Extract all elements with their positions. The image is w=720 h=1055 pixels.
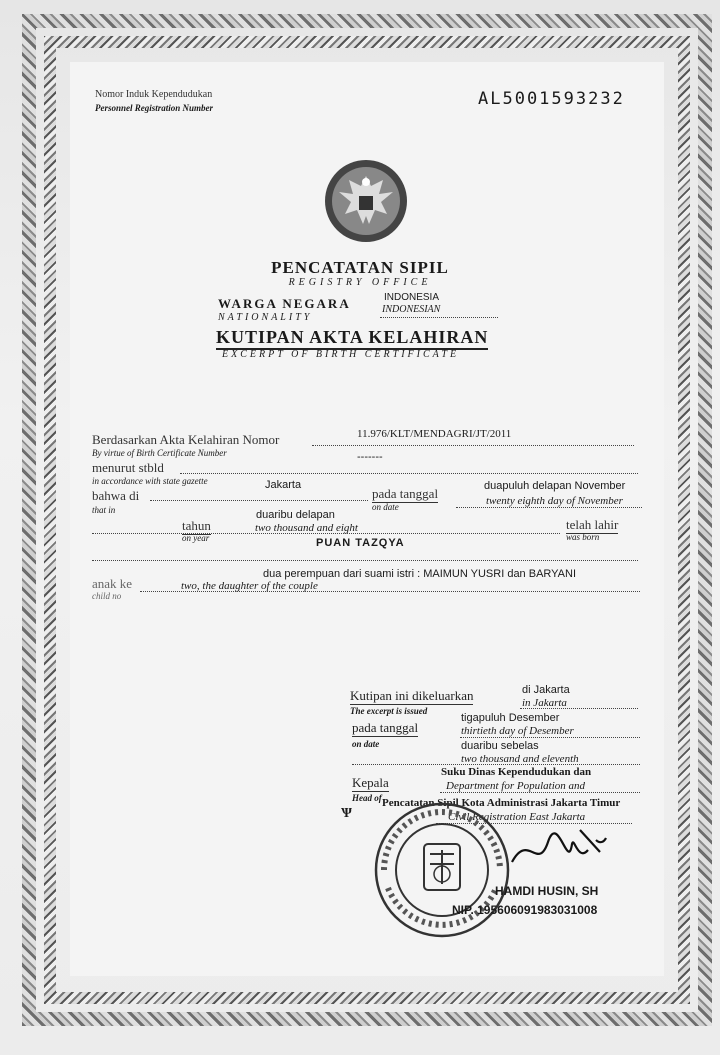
cert-number-value: 11.976/KLT/MENDAGRI/JT/2011 <box>357 428 512 440</box>
stbld-value: ------- <box>357 451 383 463</box>
official-name: HAMDI HUSIN, SH <box>495 884 599 898</box>
head-label-en: Head of <box>352 793 382 803</box>
child-order-value-en: two, the daughter of the couple <box>181 580 318 592</box>
office-title: PENCATATAN SIPIL <box>271 258 449 277</box>
official-seal-icon <box>372 800 512 945</box>
office-line-2: Pencatatan Sipil Kota Administrasi Jakarta Timur <box>382 797 621 809</box>
issue-date-line1-en: thirtieth day of Desember <box>461 725 574 737</box>
cert-number-label-en: By virtue of Birth Certificate Number <box>92 448 227 458</box>
issued-place: di Jakarta <box>522 684 570 696</box>
child-name: PUAN TAZQYA <box>316 537 405 549</box>
issue-date-label: pada tanggal <box>352 720 419 735</box>
registration-label-en: Personnel Registration Number <box>95 103 214 113</box>
child-order-value: dua perempuan dari suami istri : MAIMUN YUSRI dan BARYANI <box>263 568 577 580</box>
cert-number-dots <box>312 445 634 446</box>
nationality-dots <box>380 317 498 318</box>
place-value: Jakarta <box>265 479 302 491</box>
year-label-en: on year <box>182 533 210 543</box>
issue-date-line2-en: two thousand and eleventh <box>461 753 579 765</box>
year-label: tahun <box>182 518 211 533</box>
year-dots <box>92 533 560 534</box>
issued-place-en: in Jakarta <box>522 697 567 709</box>
issue-date-line2: duaribu sebelas <box>461 740 539 752</box>
child-order-label-en: child no <box>92 591 122 601</box>
stbld-dots <box>180 473 638 474</box>
year-value: duaribu delapan <box>256 509 335 521</box>
issue-date-label-en: on date <box>352 739 380 749</box>
initials-mark: Ѱ <box>341 806 352 821</box>
child-order-dots <box>140 591 640 592</box>
official-nip: NIP. 195606091983031008 <box>452 903 598 917</box>
office-title-en: REGISTRY OFFICE <box>288 277 432 288</box>
place-label-en: that in <box>92 505 116 515</box>
garuda-emblem-icon <box>323 158 409 249</box>
place-label: bahwa di <box>92 488 140 503</box>
name-dots <box>92 560 638 561</box>
head-label: Kepala <box>352 775 389 790</box>
date-value-en: twenty eighth day of November <box>486 495 623 507</box>
stbld-label: menurut stbld <box>92 460 164 475</box>
document-title-en: EXCERPT OF BIRTH CERTIFICATE <box>222 349 460 360</box>
nationality-value: INDONESIA <box>384 292 440 303</box>
office-dots-1 <box>440 792 640 793</box>
issued-place-dots <box>520 708 638 709</box>
place-dots <box>150 500 368 501</box>
nationality-label: WARGA NEGARA <box>218 296 351 311</box>
serial-number: AL5001593232 <box>478 89 625 109</box>
issue-date-line1: tigapuluh Desember <box>461 712 560 724</box>
issue-date-dots-1 <box>460 737 640 738</box>
office-line-1-en: Department for Population and <box>446 780 586 792</box>
office-line-2-en: Civil Registration East Jakarta <box>448 811 586 823</box>
issue-date-dots-2 <box>352 764 640 765</box>
date-value: duapuluh delapan November <box>484 480 626 492</box>
date-label-en: on date <box>372 502 399 512</box>
signature-icon <box>508 822 608 887</box>
nationality-label-en: NATIONALITY <box>218 312 313 323</box>
issued-label-en: The excerpt is issued <box>350 706 428 716</box>
nationality-value-en: INDONESIAN <box>382 304 441 315</box>
registration-label: Nomor Induk Kependudukan <box>95 89 213 100</box>
stbld-label-en: in accordance with state gazette <box>92 476 208 486</box>
born-label: telah lahir <box>566 517 619 532</box>
year-value-en: two thousand and eight <box>255 522 358 534</box>
office-line-1: Suku Dinas Kependudukan dan <box>441 766 592 778</box>
child-order-label: anak ke <box>92 576 133 591</box>
date-dots <box>456 507 642 508</box>
date-label: pada tanggal <box>372 486 439 501</box>
document-title: KUTIPAN AKTA KELAHIRAN <box>216 327 488 350</box>
issued-label: Kutipan ini dikeluarkan <box>350 688 474 703</box>
cert-number-label: Berdasarkan Akta Kelahiran Nomor <box>92 432 280 447</box>
born-label-en: was born <box>566 532 600 542</box>
